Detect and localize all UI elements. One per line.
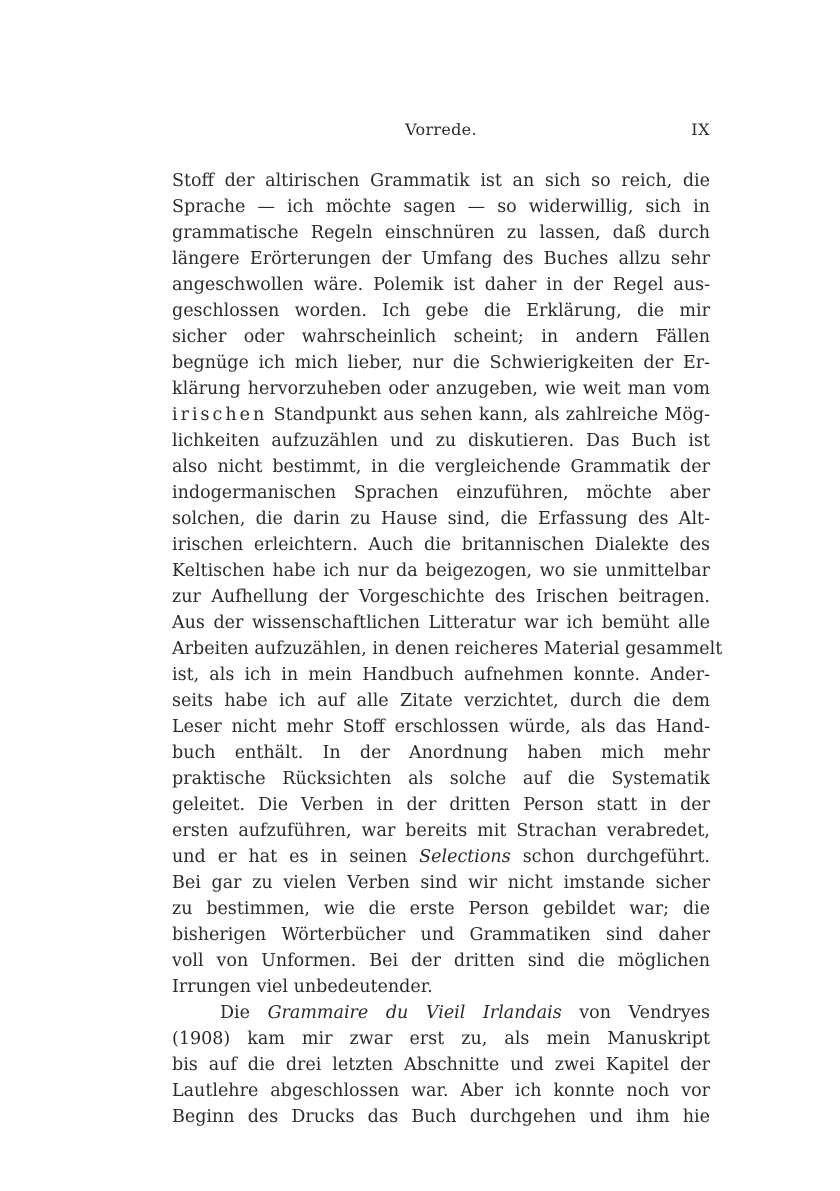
running-head — [172, 120, 710, 144]
text-line: Stoff der altirischen Grammatik ist an sich so reich, die — [172, 171, 710, 191]
running-title: Vorrede. — [405, 120, 477, 139]
text-line: solchen, die darin zu Hause sind, die Erfassung des Alt- — [172, 509, 710, 529]
text-line — [172, 844, 710, 870]
text-segment: und er hat es in seinen — [172, 847, 420, 867]
italic-title: Grammaire du Vieil Irlandais — [267, 1003, 562, 1023]
text-line: praktische Rücksichten als solche auf die Systematik — [172, 769, 710, 789]
spaced-emphasis: irischen — [172, 405, 268, 425]
text-line: zu bestimmen, wie die erste Person gebildet war; die — [172, 899, 710, 919]
text-segment: von Vendryes — [561, 1003, 711, 1023]
text-line: begnüge ich mich lieber, nur die Schwierigkeiten der Er- — [172, 353, 710, 373]
text-line: Bei gar zu vielen Verben sind wir nicht imstande sicher — [172, 873, 710, 893]
text-line — [172, 402, 710, 428]
text-line: Irrungen viel unbedeutender. — [172, 977, 433, 997]
text-line: irischen erleichtern. Auch die britannischen Dialekte des — [172, 535, 710, 555]
paragraph-1 — [172, 168, 723, 1000]
italic-title: Selections — [419, 847, 511, 867]
text-line: sicher oder wahrscheinlich scheint; in andern Fällen — [172, 327, 710, 347]
text-segment: Standpunkt aus sehen kann, als zahlreiche Mög- — [267, 405, 710, 425]
text-line: Keltischen habe ich nur da beigezogen, wo sie unmittelbar — [172, 561, 710, 581]
text-segment: schon durchgeführt. — [510, 847, 710, 867]
text-segment: Die — [220, 1003, 268, 1023]
text-line: bisherigen Wörterbücher und Grammatiken sind daher — [172, 925, 710, 945]
text-line: Aus der wissenschaftlichen Litteratur war ich bemüht alle — [172, 613, 710, 633]
text-line: ersten aufzuführen, war bereits mit Strachan verabredet, — [172, 821, 710, 841]
text-line: bis auf die drei letzten Abschnitte und zwei Kapitel der — [172, 1055, 710, 1075]
paragraph-2 — [172, 1000, 710, 1130]
text-line: lichkeiten aufzuzählen und zu diskutieren. Das Buch ist — [172, 431, 710, 451]
text-line: buch enthält. In der Anordnung haben mich mehr — [172, 743, 710, 763]
text-line: geschlossen worden. Ich gebe die Erklärung, die mir — [172, 301, 710, 321]
text-line: Beginn des Drucks das Buch durchgehen und ihm hie — [172, 1107, 710, 1127]
text-line: längere Erörterungen der Umfang des Buches allzu sehr — [172, 249, 710, 269]
text-line: (1908) kam mir zwar erst zu, als mein Manuskript — [172, 1029, 710, 1049]
text-line: Sprache — ich möchte sagen — so widerwillig, sich in — [172, 197, 710, 217]
text-line: seits habe ich auf alle Zitate verzichtet, durch die dem — [172, 691, 710, 711]
text-line: ist, als ich in mein Handbuch aufnehmen konnte. Ander- — [172, 665, 710, 685]
text-line — [172, 1000, 710, 1026]
text-line: Leser nicht mehr Stoff erschlossen würde, als das Hand- — [172, 717, 710, 737]
text-line: Lautlehre abgeschlossen war. Aber ich konnte noch vor — [172, 1081, 710, 1101]
body-text — [172, 168, 723, 1130]
text-line: klärung hervorzuheben oder anzugeben, wie weit man vom — [172, 379, 710, 399]
text-line: also nicht bestimmt, in die vergleichende Grammatik der — [172, 457, 710, 477]
page-number: IX — [691, 120, 710, 139]
text-line: grammatische Regeln einschnüren zu lassen, daß durch — [172, 223, 710, 243]
text-line: voll von Unformen. Bei der dritten sind die möglichen — [172, 951, 710, 971]
text-line: angeschwollen wäre. Polemik ist daher in der Regel aus- — [172, 275, 710, 295]
text-line: geleitet. Die Verben in der dritten Person statt in der — [172, 795, 710, 815]
text-line: zur Aufhellung der Vorgeschichte des Irischen beitragen. — [172, 587, 710, 607]
text-line: Arbeiten aufzuzählen, in denen reicheres Material gesammelt — [172, 639, 723, 659]
text-line: indogermanischen Sprachen einzuführen, möchte aber — [172, 483, 710, 503]
